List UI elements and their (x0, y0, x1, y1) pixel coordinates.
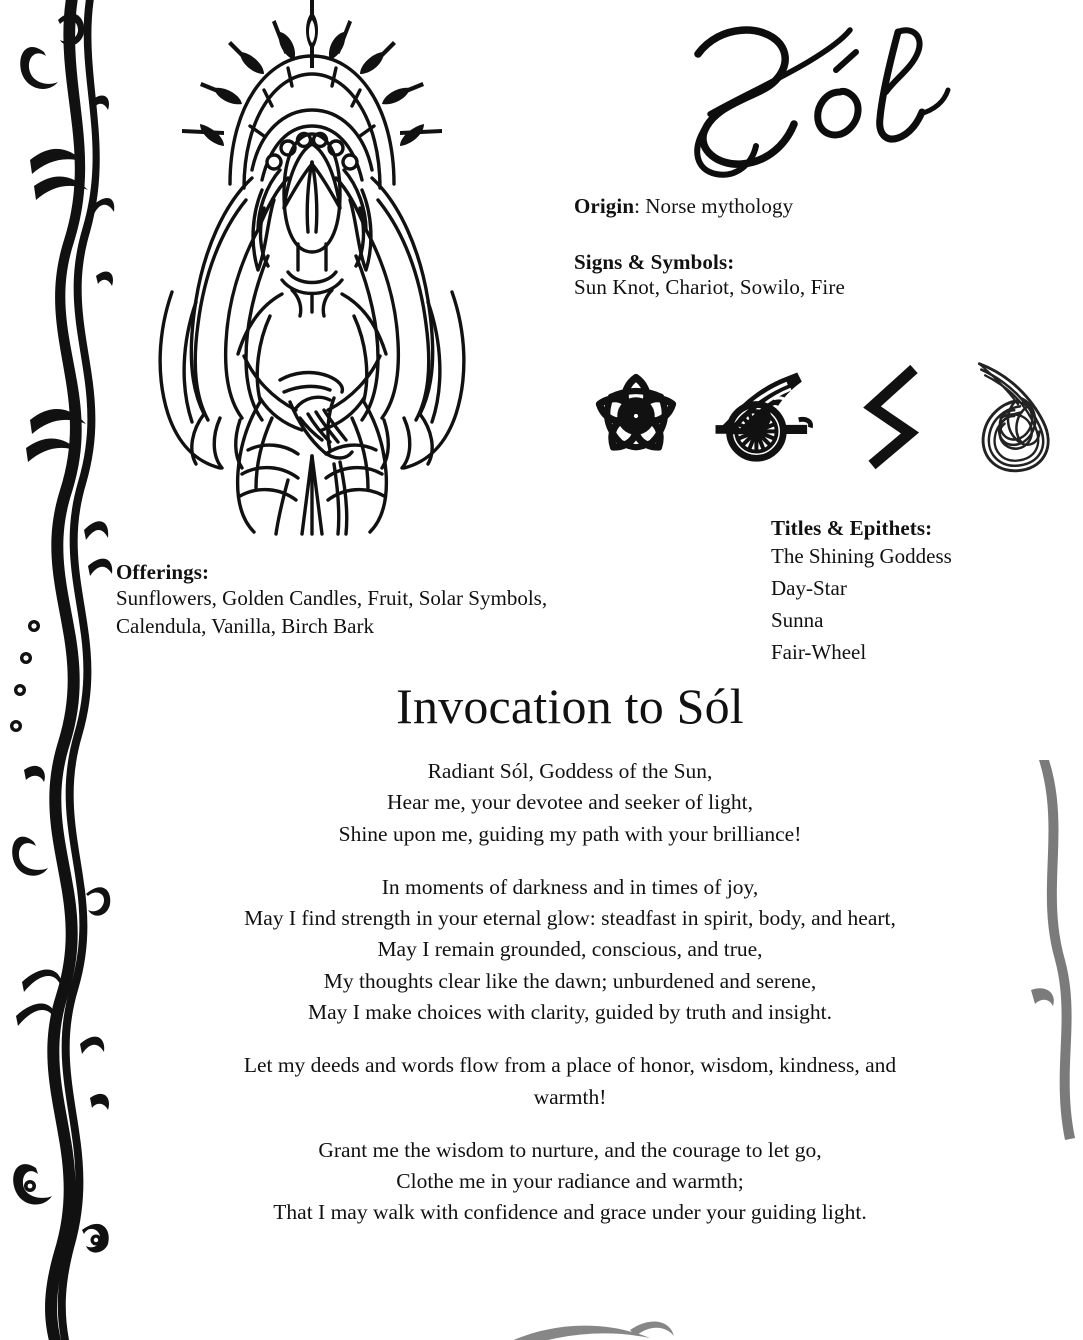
invocation-stanza (120, 872, 1020, 1028)
verse-line: May I remain grounded, conscious, and true, (377, 937, 763, 962)
goddess-illustration (112, 0, 512, 542)
symbol-row (588, 348, 1068, 483)
sun-knot-symbol (588, 353, 684, 479)
verse-line: My thoughts clear like the dawn; unburdened and serene, (323, 968, 817, 993)
verse-line: In moments of darkness and in times of joy, (381, 874, 759, 899)
offerings-line: Sunflowers, Golden Candles, Fruit, Solar Symbols, (116, 586, 548, 610)
signs-and-symbols-field (574, 250, 1044, 300)
verse-line: Radiant Sól, Goddess of the Sun, (427, 759, 713, 783)
verse-line: May I find strength in your eternal glow: steadfast in spirit, body, and heart, (244, 906, 896, 931)
verse-line: Shine upon me, guiding my path with your brilliance! (338, 821, 802, 846)
titles-label: Titles & Epithets: (771, 516, 933, 540)
offerings-label: Offerings: (116, 560, 210, 584)
verse-line: Clothe me in your radiance and warmth; (396, 1169, 744, 1194)
origin-separator: : (634, 194, 641, 218)
verse-line: Let my deeds and words flow from a place of honor, wisdom, kindness, and warmth! (243, 1053, 897, 1109)
origin-field (574, 192, 1044, 222)
verse-line: Hear me, your devotee and seeker of light, (387, 790, 753, 815)
epithet-item: Sunna (771, 607, 824, 632)
invocation-stanza (120, 1050, 1020, 1113)
titles-and-epithets-field (771, 516, 1071, 669)
invocation-section (120, 678, 1020, 1229)
epithet-item: Fair-Wheel (771, 639, 867, 664)
offerings-field (116, 560, 716, 640)
signs-value: Sun Knot, Chariot, Sowilo, Fire (574, 275, 845, 299)
bottom-ornamental-flourish (330, 1308, 790, 1340)
verse-line: Grant me the wisdom to nurture, and the courage to let go, (318, 1137, 822, 1162)
signs-label: Signs & Symbols: (574, 250, 735, 274)
origin-label: Origin (574, 194, 635, 218)
invocation-stanza (120, 756, 1020, 850)
deity-name-title (690, 18, 990, 178)
chariot-symbol (718, 353, 814, 479)
sowilo-rune-symbol (848, 353, 938, 479)
fire-knot-symbol (972, 353, 1068, 479)
left-ornamental-border (0, 0, 118, 1340)
epithet-item: The Shining Goddess (771, 544, 952, 568)
epithet-item: Day-Star (771, 575, 847, 600)
invocation-heading: Invocation to Sól (396, 678, 744, 734)
verse-line: That I may walk with confidence and grace under your guiding light. (273, 1200, 867, 1225)
origin-value: Norse mythology (645, 194, 794, 218)
right-ornamental-border (1021, 740, 1083, 1160)
offerings-line: Calendula, Vanilla, Birch Bark (116, 613, 374, 638)
verse-line: May I make choices with clarity, guided by truth and insight. (307, 999, 833, 1024)
invocation-stanza (120, 1135, 1020, 1229)
